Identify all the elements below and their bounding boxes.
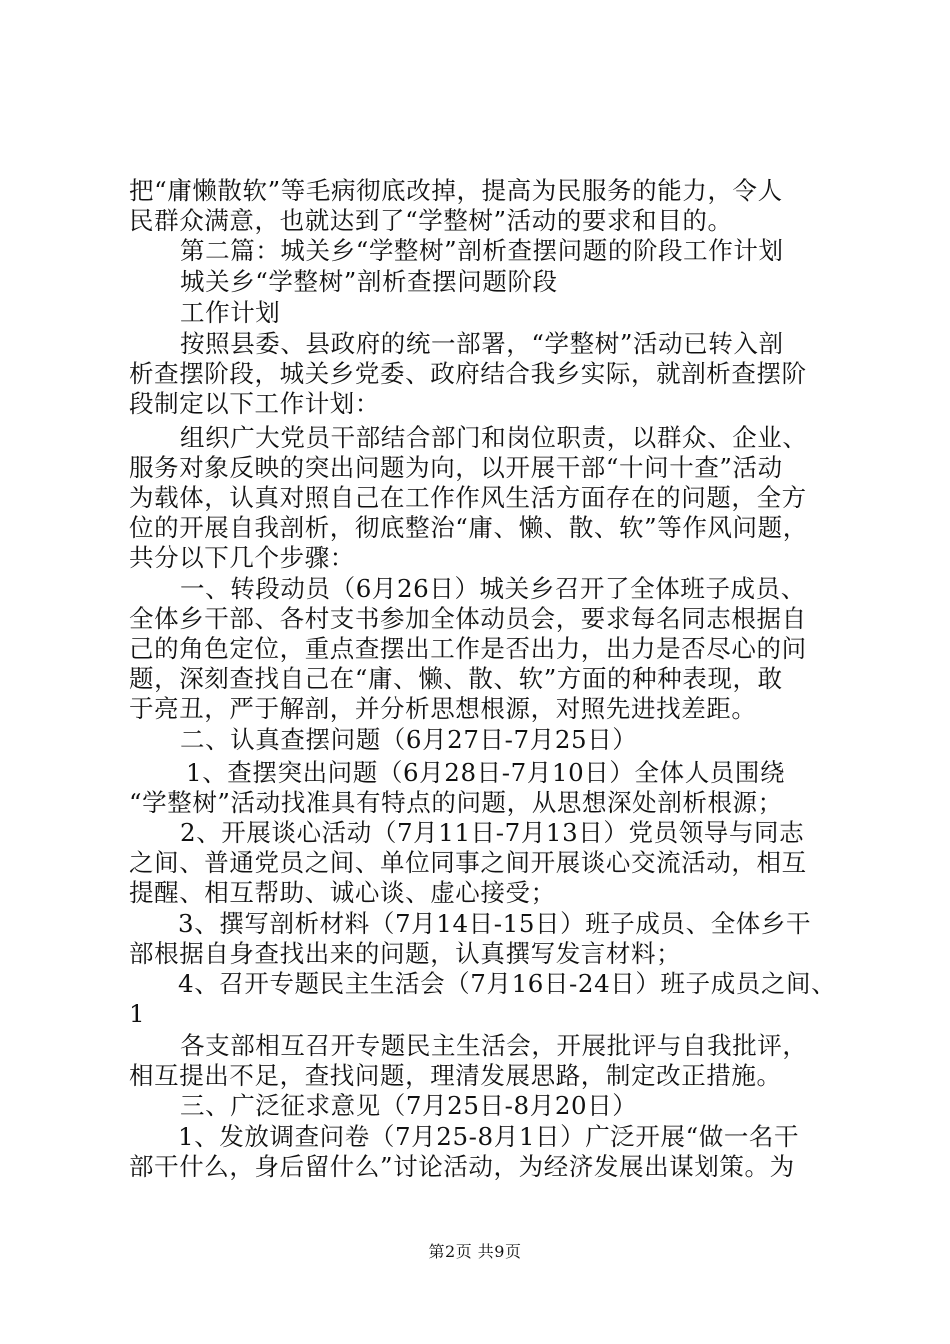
text-line: 之间、普通党员之间、单位同事之间开展谈心交流活动，相互: [129, 848, 807, 877]
text-line: 题，深刻查找自己在“庸、懒、散、软”方面的种种表现，敢: [129, 664, 783, 693]
text-line: 为载体，认真对照自己在工作作风生活方面存在的问题，全方: [129, 483, 807, 512]
text-line: 2、开展谈心活动（7月11日-7月13日）党员领导与同志: [180, 818, 805, 847]
plan-title: 城关乡“学整树”剖析查摆问题阶段: [180, 267, 558, 296]
text-line: 相互提出不足，查找问题，理清发展思路，制定改正措施。: [129, 1061, 782, 1090]
text-line: 民群众满意，也就达到了“学整树”活动的要求和目的。: [129, 206, 733, 235]
plan-title: 工作计划: [180, 298, 281, 327]
section-heading: 三、广泛征求意见（7月25日-8月20日）: [180, 1091, 638, 1120]
text-line: 己的角色定位，重点查摆出工作是否出力，出力是否尽心的问: [129, 634, 807, 663]
text-line: 部根据自身查找出来的问题，认真撰写发言材料；: [129, 939, 682, 968]
text-line: 4、召开专题民主生活会（7月16日-24日）班子成员之间、: [178, 969, 837, 998]
text-line: 析查摆阶段，城关乡党委、政府结合我乡实际，就剖析查摆阶: [129, 359, 807, 388]
text-line: 全体乡干部、各村支书参加全体动员会，要求每名同志根据自: [129, 604, 807, 633]
text-line: 位的开展自我剖析，彻底整治“庸、懒、散、软”等作风问题，: [129, 513, 808, 542]
text-line: 1、发放调查问卷（7月25-8月1日）广泛开展“做一名干: [178, 1122, 800, 1151]
text-line: 把“庸懒散软”等毛病彻底改掉，提高为民服务的能力，令人: [129, 176, 783, 205]
page-number-footer: 第2页 共9页: [428, 1242, 522, 1261]
text-line: 按照县委、县政府的统一部署，“学整树”活动已转入剖: [180, 329, 784, 358]
section-heading: 二、认真查摆问题（6月27日-7月25日）: [180, 725, 638, 754]
text-line: 于亮丑，严于解剖，并分析思想根源，对照先进找差距。: [129, 694, 757, 723]
text-line: 提醒、相互帮助、诚心谈、虚心接受；: [129, 878, 556, 907]
text-line: 服务对象反映的突出问题为向，以开展干部“十问十查”活动: [129, 453, 783, 482]
section-heading: 第二篇：城关乡“学整树”剖析查摆问题的阶段工作计划: [180, 236, 784, 265]
text-line: 1: [129, 999, 146, 1028]
text-line: 1、查摆突出问题（6月28日-7月10日）全体人员围绕: [186, 758, 786, 787]
text-line: 组织广大党员干部结合部门和岗位职责，以群众、企业、: [180, 423, 808, 452]
text-line: 3、撰写剖析材料（7月14日-15日）班子成员、全体乡干: [178, 909, 812, 938]
text-line: 一、转段动员（6月26日）城关乡召开了全体班子成员、: [180, 574, 806, 603]
text-line: 各支部相互召开专题民主生活会，开展批评与自我批评，: [180, 1031, 808, 1060]
text-line: 共分以下几个步骤：: [129, 543, 355, 572]
text-line: 部干什么，身后留什么”讨论活动，为经济发展出谋划策。为: [129, 1152, 795, 1181]
text-line: “学整树”活动找准具有特点的问题，从思想深处剖析根源；: [129, 788, 783, 817]
text-line: 段制定以下工作计划：: [129, 389, 380, 418]
